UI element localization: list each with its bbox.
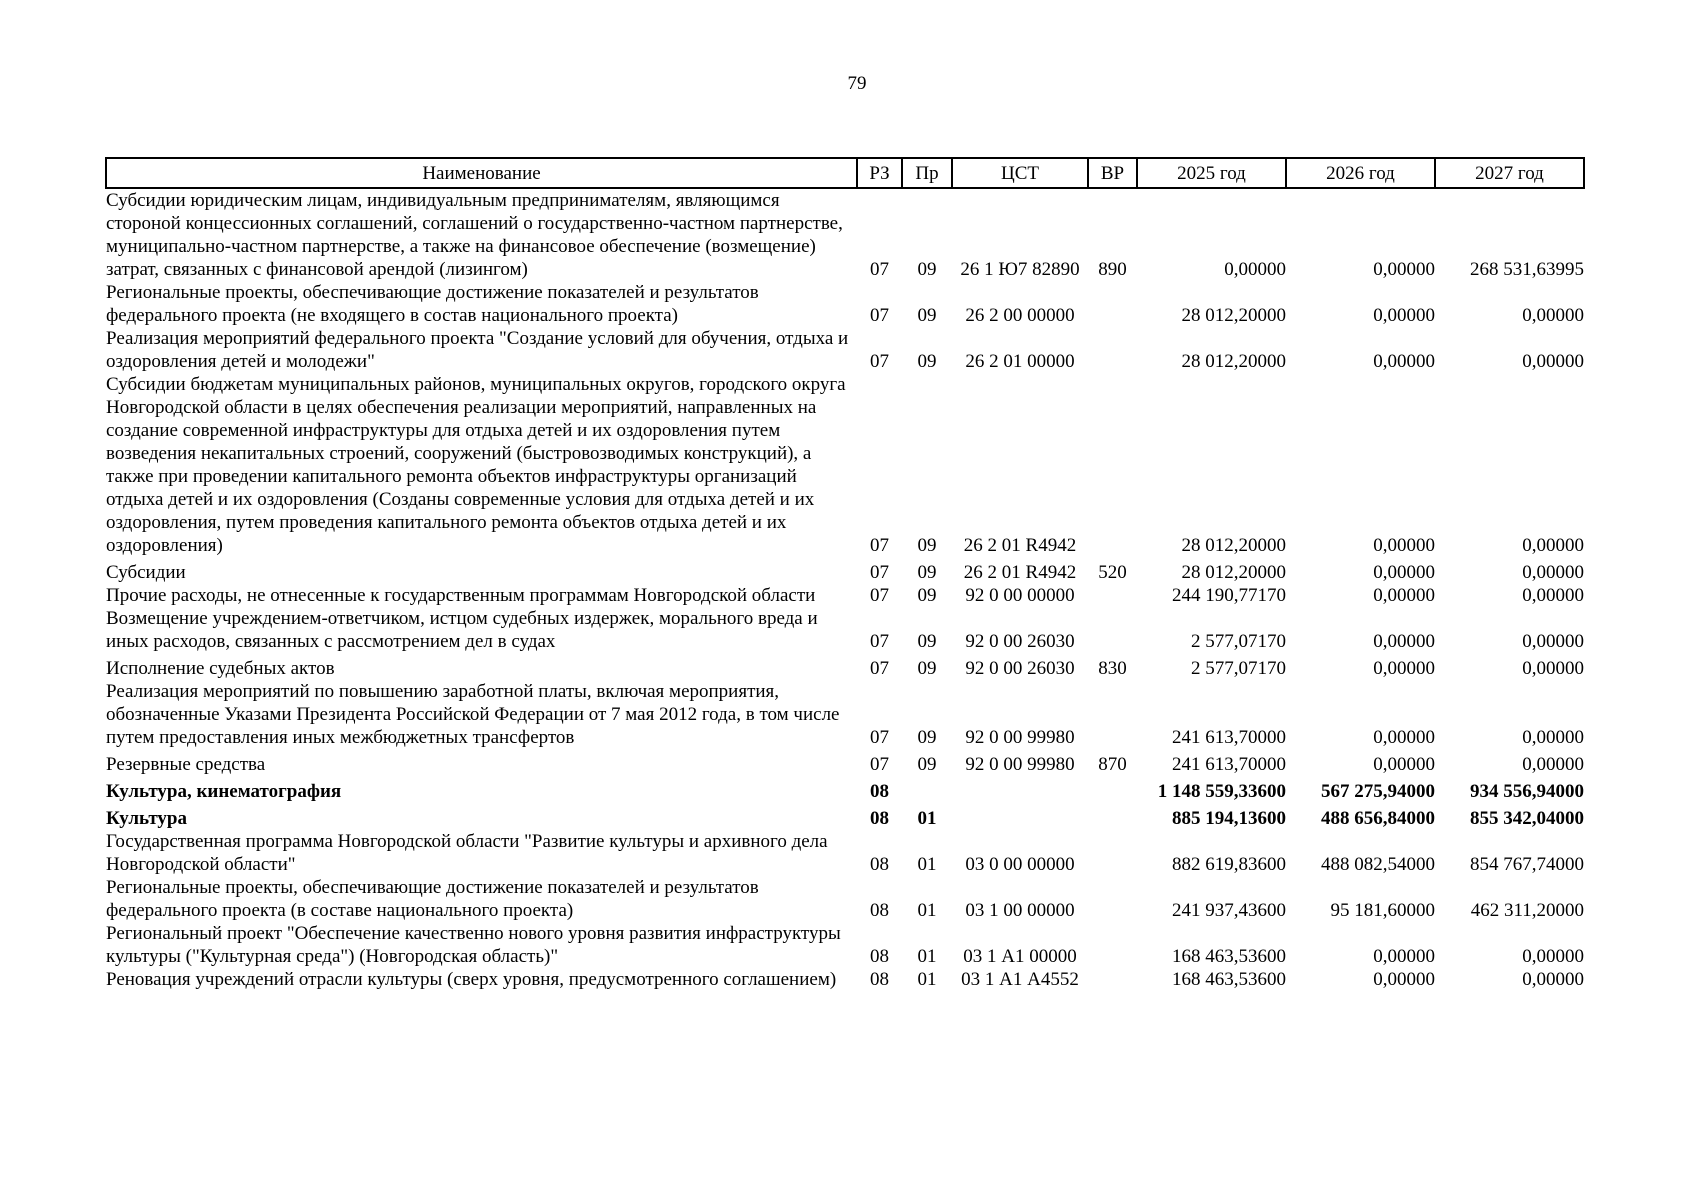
cell-pr: 09: [917, 562, 937, 583]
cell-2026: 0,00000: [1373, 305, 1435, 326]
header-2026: 2026 год: [1286, 158, 1435, 188]
table-header-row: [106, 158, 1584, 188]
cell-cst: [952, 776, 1088, 803]
cell-name: Прочие расходы, не отнесенные к государственным программам Новгородской области: [106, 585, 816, 606]
cell-2027: 462 311,20000: [1470, 900, 1584, 921]
cell-2027: 934 556,94000: [1470, 781, 1584, 802]
cell-cst: 92 0 00 99980: [965, 727, 1075, 748]
cell-pr: 09: [917, 754, 937, 775]
cell-2025: 241 613,70000: [1172, 727, 1286, 748]
cell-2027: 0,00000: [1522, 658, 1584, 679]
page-number: 79: [847, 73, 867, 94]
cell-2026: 0,00000: [1373, 727, 1435, 748]
cell-2026: 0,00000: [1373, 658, 1435, 679]
cell-2026: 488 656,84000: [1321, 808, 1435, 829]
cell-cst: 26 1 Ю7 82890: [960, 259, 1080, 280]
cell-2026: 0,00000: [1373, 259, 1435, 280]
header-2027: 2027 год: [1435, 158, 1584, 188]
table-row: [106, 968, 1584, 991]
cell-pr: 09: [917, 585, 937, 606]
cell-2025: 28 012,20000: [1181, 305, 1286, 326]
cell-rz: 08: [870, 808, 889, 829]
cell-cst: 92 0 00 00000: [965, 585, 1075, 606]
cell-2026: 488 082,54000: [1321, 854, 1435, 875]
cell-2026: 0,00000: [1373, 631, 1435, 652]
cell-vr: [1088, 373, 1137, 557]
table-row: [106, 584, 1584, 607]
cell-2026: 0,00000: [1373, 562, 1435, 583]
cell-name: Субсидии: [106, 562, 186, 583]
cell-rz: 08: [870, 781, 889, 802]
cell-vr: [1088, 327, 1137, 373]
cell-vr: [1088, 830, 1137, 876]
cell-2025: 168 463,53600: [1172, 969, 1286, 990]
cell-2027: 0,00000: [1522, 969, 1584, 990]
cell-cst: 03 0 00 00000: [965, 854, 1075, 875]
cell-cst: 26 2 01 R4942: [963, 562, 1077, 583]
cell-name: Субсидии бюджетам муниципальных районов, муниципальных округов, городского округа Новгородской области в целях обеспечения реализации мероприятий, направленных на создание современной инфраструктуры для отдыха детей и их оздоровления путем возведения некапитальных строений, сооружений (быстровозводимых конструкций), а также при проведении капитального ремонта объектов инфраструктуры организаций отдыха детей и их оздоровления (Созданы современные условия для отдыха детей и их оздоровления, путем проведения капитального ремонта объектов отдыха детей и их оздоровления): [106, 374, 846, 556]
cell-pr: 01: [917, 969, 937, 990]
cell-2027: 0,00000: [1522, 305, 1584, 326]
cell-pr: 09: [917, 658, 937, 679]
cell-name: Государственная программа Новгородской области "Развитие культуры и архивного дела Новгородской области": [106, 831, 828, 875]
table-row: [106, 922, 1584, 968]
cell-vr: [1088, 776, 1137, 803]
cell-pr: 09: [917, 631, 937, 652]
cell-vr: 890: [1098, 259, 1127, 280]
cell-rz: 07: [870, 535, 889, 556]
cell-vr: [1088, 803, 1137, 830]
cell-rz: 07: [870, 305, 889, 326]
cell-name: Культура, кинематография: [106, 781, 342, 802]
table-row: [106, 607, 1584, 653]
cell-rz: 08: [870, 900, 889, 921]
cell-2025: 882 619,83600: [1172, 854, 1286, 875]
cell-pr: 09: [917, 727, 937, 748]
cell-2025: 241 613,70000: [1172, 754, 1286, 775]
cell-vr: [1088, 922, 1137, 968]
cell-2027: 854 767,74000: [1470, 854, 1584, 875]
header-name: Наименование: [106, 158, 857, 188]
table-row: [106, 749, 1584, 776]
cell-2027: 0,00000: [1522, 946, 1584, 967]
budget-table: [105, 157, 1585, 991]
cell-2025: 2 577,07170: [1191, 658, 1286, 679]
cell-name: Реновация учреждений отрасли культуры (сверх уровня, предусмотренного соглашением): [106, 969, 837, 990]
table-row: [106, 876, 1584, 922]
cell-2027: 0,00000: [1522, 351, 1584, 372]
cell-vr: 520: [1098, 562, 1127, 583]
cell-2026: 95 181,60000: [1330, 900, 1435, 921]
cell-2025: 0,00000: [1224, 259, 1286, 280]
cell-rz: 07: [870, 351, 889, 372]
cell-2027: 0,00000: [1522, 631, 1584, 652]
table-row: [106, 776, 1584, 803]
header-2025: 2025 год: [1137, 158, 1286, 188]
cell-2027: 0,00000: [1522, 535, 1584, 556]
cell-pr: 09: [917, 259, 937, 280]
cell-2025: 28 012,20000: [1181, 535, 1286, 556]
cell-2025: 168 463,53600: [1172, 946, 1286, 967]
cell-cst: 92 0 00 99980: [965, 754, 1075, 775]
cell-cst: 92 0 00 26030: [965, 658, 1075, 679]
cell-pr: 09: [917, 305, 937, 326]
cell-name: Региональные проекты, обеспечивающие достижение показателей и результатов федерального проекта (не входящего в состав национального проекта): [106, 282, 759, 326]
cell-2025: 244 190,77170: [1172, 585, 1286, 606]
cell-cst: 92 0 00 26030: [965, 631, 1075, 652]
cell-pr: 01: [917, 900, 937, 921]
cell-2025: 885 194,13600: [1172, 808, 1286, 829]
table-row: [106, 680, 1584, 749]
cell-2026: 0,00000: [1373, 585, 1435, 606]
cell-vr: [1088, 680, 1137, 749]
cell-2027: 268 531,63995: [1470, 259, 1584, 280]
cell-2025: 2 577,07170: [1191, 631, 1286, 652]
cell-2027: 0,00000: [1522, 585, 1584, 606]
table-row: [106, 281, 1584, 327]
cell-cst: 03 1 А1 00000: [963, 946, 1077, 967]
cell-rz: 07: [870, 259, 889, 280]
table-row: [106, 803, 1584, 830]
header-vr: ВР: [1088, 158, 1137, 188]
cell-pr: 01: [917, 808, 937, 829]
header-rz: РЗ: [857, 158, 902, 188]
cell-vr: 830: [1098, 658, 1127, 679]
cell-2025: 241 937,43600: [1172, 900, 1286, 921]
header-pr: Пр: [902, 158, 952, 188]
cell-name: Региональный проект "Обеспечение качественно нового уровня развития инфраструктуры культуры ("Культурная среда") (Новгородская область)": [106, 923, 841, 967]
cell-vr: [1088, 876, 1137, 922]
cell-2026: 0,00000: [1373, 946, 1435, 967]
cell-vr: 870: [1098, 754, 1127, 775]
cell-cst: [952, 803, 1088, 830]
cell-name: Региональные проекты, обеспечивающие достижение показателей и результатов федерального проекта (в составе национального проекта): [106, 877, 759, 921]
cell-pr: 01: [917, 854, 937, 875]
table-row: [106, 653, 1584, 680]
cell-vr: [1088, 584, 1137, 607]
cell-pr: 09: [917, 535, 937, 556]
cell-2027: 855 342,04000: [1470, 808, 1584, 829]
cell-vr: [1088, 281, 1137, 327]
table-row: [106, 188, 1584, 281]
cell-2026: 0,00000: [1373, 351, 1435, 372]
cell-name: Субсидии юридическим лицам, индивидуальным предпринимателям, являющимся стороной концессионных соглашений, соглашений о государственно-частном партнерстве, муниципально-частном партнерстве, а также на финансовое обеспечение (возмещение) затрат, связанных с финансовой арендой (лизингом): [106, 190, 843, 280]
cell-cst: 26 2 00 00000: [965, 305, 1075, 326]
cell-2027: 0,00000: [1522, 754, 1584, 775]
cell-2027: 0,00000: [1522, 727, 1584, 748]
cell-name: Возмещение учреждением-ответчиком, истцом судебных издержек, морального вреда и иных расходов, связанных с рассмотрением дел в судах: [106, 608, 818, 652]
cell-pr: 01: [917, 946, 937, 967]
cell-2026: 0,00000: [1373, 535, 1435, 556]
cell-rz: 08: [870, 854, 889, 875]
table-row: [106, 373, 1584, 557]
cell-rz: 08: [870, 969, 889, 990]
cell-name: Исполнение судебных актов: [106, 658, 335, 679]
cell-rz: 07: [870, 562, 889, 583]
cell-rz: 08: [870, 946, 889, 967]
cell-2026: 0,00000: [1373, 969, 1435, 990]
cell-cst: 03 1 00 00000: [965, 900, 1075, 921]
cell-rz: 07: [870, 754, 889, 775]
table-body: [106, 188, 1584, 991]
cell-name: Реализация мероприятий федерального проекта "Создание условий для обучения, отдыха и оздоровления детей и молодежи": [106, 328, 849, 372]
cell-2025: 1 148 559,33600: [1157, 781, 1286, 802]
cell-2026: 0,00000: [1373, 754, 1435, 775]
cell-rz: 07: [870, 727, 889, 748]
cell-name: Резервные средства: [106, 754, 266, 775]
cell-name: Культура: [106, 808, 187, 829]
cell-cst: 26 2 01 00000: [965, 351, 1075, 372]
cell-name: Реализация мероприятий по повышению заработной платы, включая мероприятия, обозначенные Указами Президента Российской Федерации от 7 мая 2012 года, в том числе путем предоставления иных межбюджетных трансфертов: [106, 681, 840, 748]
cell-2027: 0,00000: [1522, 562, 1584, 583]
table-row: [106, 327, 1584, 373]
table-row: [106, 830, 1584, 876]
cell-cst: 26 2 01 R4942: [963, 535, 1077, 556]
cell-vr: [1088, 968, 1137, 991]
cell-2026: 567 275,94000: [1321, 781, 1435, 802]
cell-vr: [1088, 607, 1137, 653]
header-cst: ЦСТ: [952, 158, 1088, 188]
cell-pr: [902, 776, 952, 803]
table-row: [106, 557, 1584, 584]
cell-2025: 28 012,20000: [1181, 562, 1286, 583]
cell-rz: 07: [870, 631, 889, 652]
cell-rz: 07: [870, 658, 889, 679]
cell-pr: 09: [917, 351, 937, 372]
cell-2025: 28 012,20000: [1181, 351, 1286, 372]
cell-cst: 03 1 А1 А4552: [961, 969, 1079, 990]
cell-rz: 07: [870, 585, 889, 606]
